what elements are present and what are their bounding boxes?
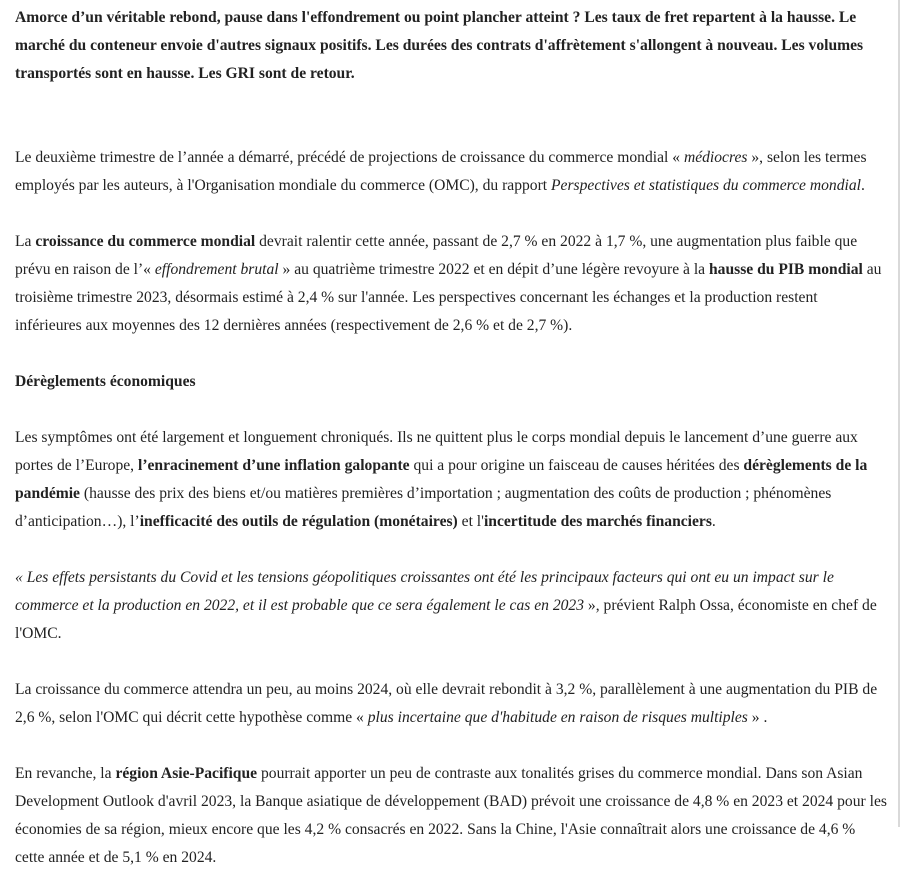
emphasis: Perspectives et statistiques du commerce mondial	[551, 177, 861, 194]
emphasis: plus incertaine que d'habitude en raison de risques multiples	[367, 709, 748, 726]
text: La croissance du commerce attendra un peu, au moins 2024, où elle devrait rebondit à 3,2 %, parallèlement à une augmentation du PIB de 2,6 %, selon l'OMC qui décrit cette hypothèse comme «	[15, 681, 878, 726]
text: En revanche, la	[15, 765, 116, 782]
spacer	[15, 200, 887, 228]
text: et l'	[457, 513, 484, 530]
text: .	[711, 513, 716, 530]
text: », prévient Ralph Ossa, économiste en chef de l'OMC.	[15, 597, 877, 642]
text: devrait ralentir cette année, passant de 2,7 % en 2022 à 1,7 %, une augmentation plus faible que prévu en raison de l’«	[15, 233, 858, 278]
bold-text: dérèglements de la pandémie	[15, 457, 868, 502]
emphasis: effondrement brutal	[154, 261, 279, 278]
article-lead: Amorce d’un véritable rebond, pause dans l'effondrement ou point plancher atteint ? Les taux de fret repartent à la hausse. Le marché du conteneur envoie d'autres signaux positifs. Les durées des contrats d'affrètement s'allongent à nouveau. Les volumes transportés sont en hausse. Les GRI sont de retour.	[15, 9, 864, 82]
quote-paragraph	[15, 564, 887, 648]
text: .	[860, 177, 865, 194]
article-body	[15, 4, 887, 872]
paragraph-1	[15, 144, 887, 200]
spacer	[15, 732, 887, 760]
paragraph-6	[15, 760, 887, 872]
spacer	[15, 396, 887, 424]
text: qui a pour origine un faisceau de causes héritées des	[409, 457, 744, 474]
section-heading: Dérèglements économiques	[15, 373, 196, 390]
spacer	[15, 116, 887, 144]
text: La	[15, 233, 36, 250]
text: (hausse des prix des biens et/ou matières premières d’importation ; augmentation des coûts de production ; phénomènes d’anticipation…), l’	[15, 485, 832, 530]
spacer	[15, 648, 887, 676]
text: Le deuxième trimestre de l’année a démarré, précédé de projections de croissance du commerce mondial «	[15, 149, 684, 166]
text: au troisième trimestre 2023, désormais estimé à 2,4 % sur l'année. Les perspectives concernant les échanges et la production restent inférieures aux moyennes des 12 dernières années (respectivement de 2,6 % et de 2,7 %).	[15, 261, 882, 334]
paragraph-5	[15, 676, 887, 732]
paragraph-2	[15, 228, 887, 340]
emphasis: médiocres	[683, 149, 748, 166]
spacer	[15, 88, 887, 116]
spacer	[15, 536, 887, 564]
text: », selon les termes employés par les auteurs, à l'Organisation mondiale du commerce (OMC), du rapport	[15, 149, 867, 194]
paragraph-3	[15, 424, 887, 536]
text: Les symptômes ont été largement et longuement chroniqués. Ils ne quittent plus le corps mondial depuis le lancement d’une guerre aux portes de l’Europe,	[15, 429, 858, 474]
bold-text: inefficacité des outils de régulation (monétaires)	[139, 513, 458, 530]
bold-text: l’enracinement d’une inflation galopante	[137, 457, 410, 474]
text: » au quatrième trimestre 2022 et en dépit d’une légère revoyure à la	[278, 261, 709, 278]
bold-text: hausse du PIB mondial	[709, 261, 863, 278]
quote-text: « Les effets persistants du Covid et les tensions géopolitiques croissantes ont été les principaux facteurs qui ont eu un impact sur le commerce et la production en 2022, et il est probable que ce sera également le cas en 2023	[15, 569, 834, 614]
text: pourrait apporter un peu de contraste aux tonalités grises du commerce mondial. Dans son Asian Development Outlook d'avril 2023, la Banque asiatique de développement (BAD) prévoit une croissance de 4,8 % en 2023 et 2024 pour les économies de sa région, mieux encore que les 4,2 % consacrés en 2022. Sans la Chine, l'Asie connaîtrait alors une croissance de 4,6 % cette année et de 5,1 % en 2024.	[15, 765, 887, 866]
bold-text: incertitude des marchés financiers	[483, 513, 712, 530]
bold-text: croissance du commerce mondial	[35, 233, 256, 250]
bold-text: région Asie-Pacifique	[115, 765, 258, 782]
spacer	[15, 340, 887, 368]
text: » .	[747, 709, 768, 726]
